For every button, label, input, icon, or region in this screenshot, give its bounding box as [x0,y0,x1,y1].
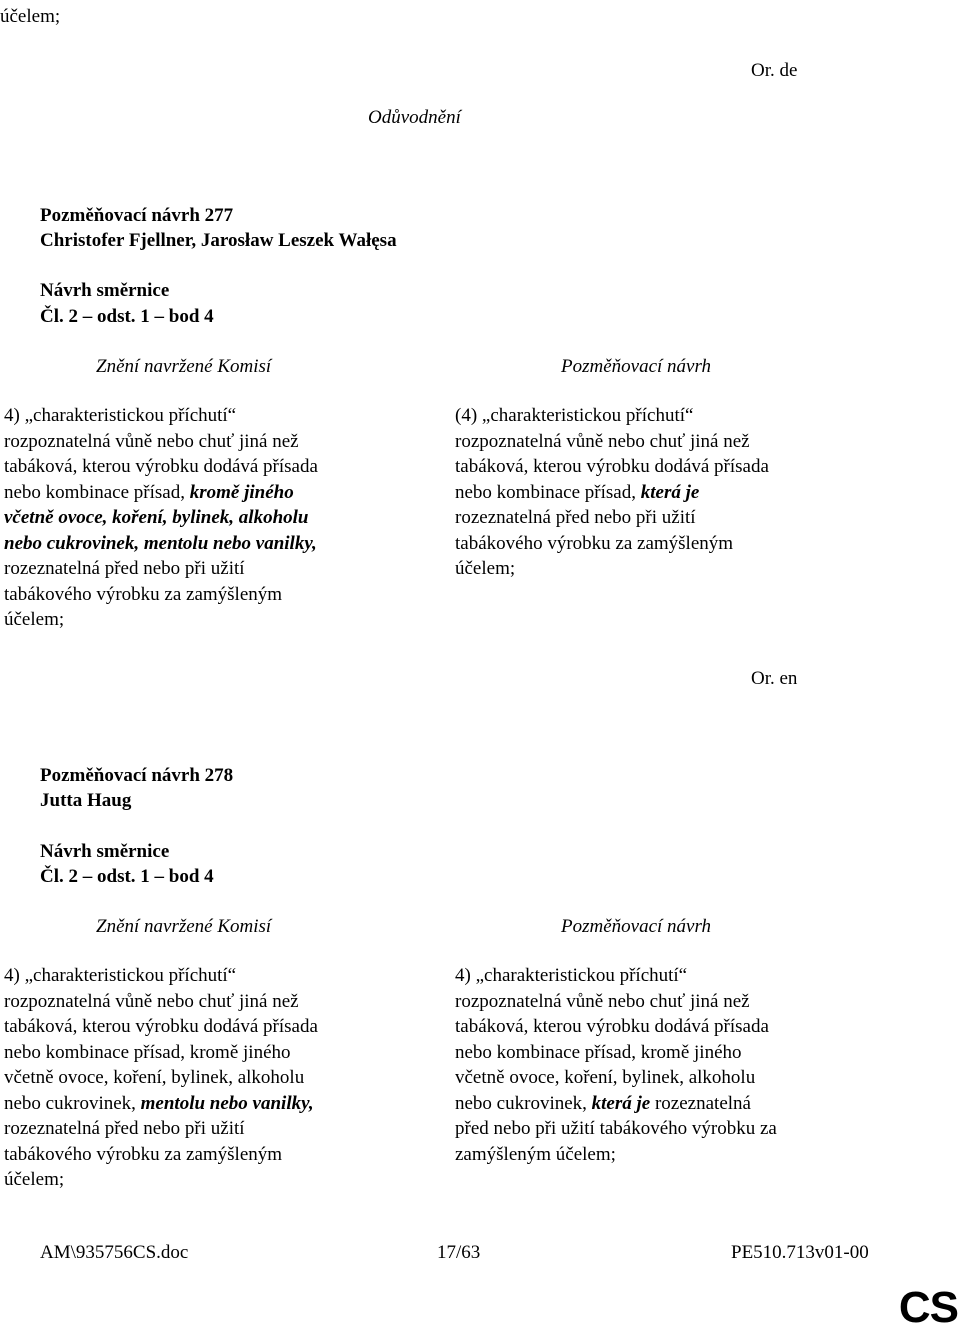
commission-text-278: 4) „charakteristickou příchutí“ rozpoznatelná vůně nebo chuť jiná než tabáková, kterou výrobku dodává přísada nebo kombinace přísad, kromě jiného včetně ovoce, koření, bylinek, alkoholu nebo cukrovinek, mentolu nebo vanilky, rozeznatelná před nebo při užití tabákového výrobku za zamýšleným účelem; [4,965,318,1190]
amendment-title-278: Pozměňovací návrh 278 [40,765,234,786]
proposal-label-278: Návrh směrnice [40,841,170,862]
commission-text-heading-278: Znění navržené Komisí [96,916,272,937]
language-code-mark: CS [898,1283,958,1332]
carryover-text: účelem; [0,6,61,27]
amendment-authors-278: Jutta Haug [40,790,132,811]
commission-text-277: 4) „charakteristickou příchutí“ rozpoznatelná vůně nebo chuť jiná než tabáková, kterou výrobku dodává přísada nebo kombinace přísad, kromě jiného včetně ovoce, koření, bylinek, alkoholu nebo cukrovinek, mentolu nebo vanilky, rozeznatelná před nebo při užití tabákového výrobku za zamýšleným účelem; [4,405,318,630]
original-language-278: Or. en [751,668,798,689]
amendment-text-heading-278: Pozměňovací návrh [561,916,712,937]
amendment-text-277: (4) „charakteristickou příchutí“ rozpoznatelná vůně nebo chuť jiná než tabáková, kterou výrobku dodává přísada nebo kombinace přísad, která je rozeznatelná před nebo při užití tabákového výrobku za zamýšleným účelem; [455,405,769,579]
proposal-label-277: Návrh směrnice [40,280,170,301]
amendment-title-277: Pozměňovací návrh 277 [40,205,234,226]
original-language-277: Or. de [751,60,798,81]
article-ref-278: Čl. 2 – odst. 1 – bod 4 [40,866,214,887]
amendment-text-heading-277: Pozměňovací návrh [561,356,712,377]
footer-doc-ref: AM\935756CS.doc [40,1242,189,1263]
footer-page-number: 17/63 [437,1242,481,1263]
footer-pe-ref: PE510.713v01-00 [731,1242,869,1263]
article-ref-277: Čl. 2 – odst. 1 – bod 4 [40,306,214,327]
justification-heading: Odůvodnění [368,107,461,128]
commission-text-heading-277: Znění navržené Komisí [96,356,272,377]
amendment-authors-277: Christofer Fjellner, Jarosław Leszek Wałęsa [40,230,397,251]
amendment-text-278: 4) „charakteristickou příchutí“ rozpoznatelná vůně nebo chuť jiná než tabáková, kterou výrobku dodává přísada nebo kombinace přísad, kromě jiného včetně ovoce, koření, bylinek, alkoholu nebo cukrovinek, která je rozeznatelná před nebo při užití tabákového výrobku za zamýšleným účelem; [455,965,777,1165]
